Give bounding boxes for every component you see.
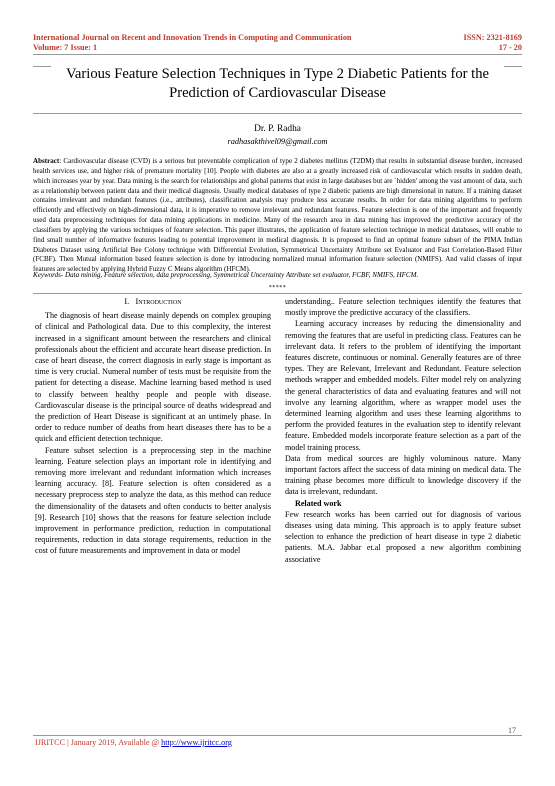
paper-title: Various Feature Selection Techniques in Type 2 Diabetic Patients for the Prediction of Cardiovascular Disease xyxy=(66,66,489,101)
footer-rule xyxy=(33,735,522,736)
left-column xyxy=(35,296,271,557)
footer-link[interactable]: http://www.ijritcc.org xyxy=(161,738,232,747)
journal-name: International Journal on Recent and Innovation Trends in Computing and Communication xyxy=(33,33,352,42)
intro-paragraph: Learning accuracy increases by reducing the dimensionality and removing the features that are useful in predicting class. Features can be irrelevant data. It refers to the problem of identifying the important features discrete, continuous or nominal. Generally features are of three types. They are Relevant, Irrelevant and Redundant. Feature selection methods wrapper and embedded models. Filter model rely on analyzing the general characteristics of data and evaluating features and will not involve any learning algorithm, where as wrapper model uses the determined learning algorithm and uses these learning algorithms to perform the provided features in the evaluation step to identify relevant feature. Embedded models incorporate feature selection as a part of the model training process. xyxy=(285,319,521,452)
title-rule-right xyxy=(504,66,522,67)
header-rule xyxy=(33,54,522,55)
section-title: Introduction xyxy=(135,297,182,306)
intro-paragraph: Feature subset selection is a preprocessing step in the machine learning. Feature selection plays an important role in identifying and removing more irrelevant and redundant information which increases learning accuracy. [8]. Feature selection is often considered as a necessary preprocess step to analyze the data, as this method can reduce the dimensionality of the datasets and often conducts to better analysis [9]. Research [10] shows that the reasons for feature selection include improvement in performance prediction, reduction in computational requirements, reduction in data storage requirements, reduction in the cost of future measurements and improvement in data or model xyxy=(35,445,271,556)
section-separator: ***** xyxy=(268,285,287,291)
journal-pages: 17 - 20 xyxy=(498,43,522,52)
section-number: I. xyxy=(124,297,130,306)
issn-header xyxy=(464,33,522,53)
intro-paragraph: understanding.. Feature selection techniques identify the features that mostly improve the predictive accuracy of the classifiers. xyxy=(285,297,521,318)
intro-paragraph: Data from medical sources are highly voluminous nature. Many important factors affect the success of data mining on medical data. The training phase becomes more difficult to knowledge discovery if the data is irrelevant, redundant. xyxy=(285,453,521,497)
journal-volume: Volume: 7 Issue: 1 xyxy=(33,43,98,52)
journal-header xyxy=(33,33,351,53)
section-heading xyxy=(35,296,271,307)
related-work-paragraph: Few research works has been carried out for diagnosis of various diseases using data mining. This approach is to apply feature subset selection to enhance the prediction of heart disease in type 2 diabetic patients. M.A. Jabbar et.al proposed a new algorithm combining associative xyxy=(285,509,521,564)
title-bottom-rule xyxy=(33,113,522,114)
intro-paragraph: The diagnosis of heart disease mainly depends on complex grouping of clinical and Pathological data. Due to this complexity, the interest increased in a significant amount between the researchers and clinical professionals about the efficient and accurate heart disease prediction. In case of heart disease, the correct diagnosis in early stage is important as time is very crucial. Numeral number of tests must be requisite from the patient for detecting a disease. Machine learning based method is used to classify between healthy people and people with disease. Cardiovascular disease is the principal source of deaths widespread and the prediction of Heart Disease is significant at an untimely phase. In order to reduce number of deaths from heart diseases there has to be a quick and efficient detection technique. xyxy=(35,311,271,444)
related-work-heading: Related work xyxy=(295,498,342,508)
title-rule-left xyxy=(33,66,51,67)
page-number: 17 xyxy=(508,726,516,735)
journal-issn: ISSN: 2321-8169 xyxy=(463,33,522,42)
author-name: Dr. P. Radha xyxy=(254,124,301,134)
abstract xyxy=(33,157,522,275)
abstract-label: Abstract xyxy=(33,157,60,165)
separator-rule xyxy=(33,293,522,294)
right-column xyxy=(285,296,521,565)
author-email: radhasakthivel09@gmail.com xyxy=(227,137,328,146)
keywords: Keywords- Data mining, Feature selection, data preprocessing, Symmetrical Uncertainty Attribute set evaluator, FCBF, NMIFS, HFCM. xyxy=(33,271,419,279)
footer xyxy=(35,738,232,747)
abstract-text: : Cardiovascular disease (CVD) is a serious but preventable complication of type 2 diabetes mellitus (T2DM) that results in substantial disease burden, increased health services use, and higher risk of premature mortality [10]. People with diabetes are also at a greatly increased risk of cardiovascular which results in sudden death, which increases year by year. Data mining is the search for relationships and global patterns that exist in large databases but are `hidden' among the vast amount of data, such as a relationship between patient data and their medical diagnosis. Usually medical databases of type 2 diabetic patients are high dimensional in nature. If a training dataset contains irrelevant and redundant features (i.e., attributes), classification analysis may produce less accurate results. In order for data mining algorithms to perform efficiently and effectively on high-dimensional data, it is imperative to remove irrelevant and redundant features. Feature selection is one of the important and frequently used data preprocessing techniques for data mining applications in medicine. Many of the research area in data mining has improved the predictive accuracy of the classifiers by applying the various techniques of feature selection. This paper illustrates, the application of feature selection technique in medical databases, will enable to find small number of informative features leading to potential improvement in medical diagnosis. It is proposed to find an optimal feature subset of the PIMA Indian Diabetes Dataset using Artificial Bee Colony technique with Differential Evolution, Symmetrical Uncertainty Attribute set Evaluator and Fast Correlation-Based Filter (FCBF). Then Mutual information based feature selection is done by introducing normalized mutual information feature selection (NMIFS). And valid classes of input features are selected by applying Hybrid Fuzzy C Means algorithm (HFCM). xyxy=(33,157,522,274)
footer-text: IJRITCC | January 2019, Available @ xyxy=(35,738,162,747)
